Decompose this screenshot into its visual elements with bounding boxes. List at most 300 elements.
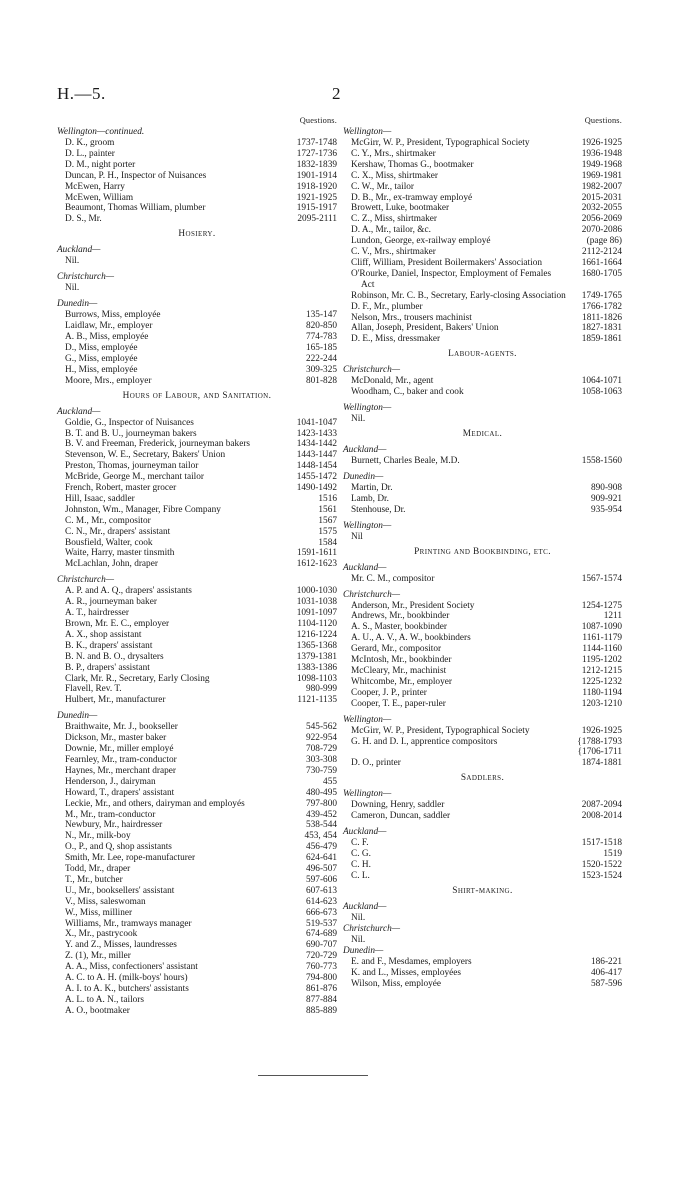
witness-name: N., Mr., milk-boy bbox=[65, 831, 131, 842]
witness-name: Fearnley, Mr., tram-conductor bbox=[65, 754, 177, 765]
question-range: 1523-1524 bbox=[581, 870, 622, 881]
witness-name: A. B., Miss, employée bbox=[65, 332, 149, 343]
witness-entry bbox=[57, 799, 337, 810]
witness-entry bbox=[343, 622, 622, 633]
witness-entry bbox=[343, 225, 622, 236]
witness-name: Hulbert, Mr., manufacturer bbox=[65, 695, 166, 706]
nil-entry: Nil. bbox=[65, 256, 80, 267]
question-range: 1591-1611 bbox=[297, 548, 337, 559]
witness-name: D. S., Mr. bbox=[65, 214, 102, 225]
witness-entry bbox=[343, 494, 622, 505]
question-range: 877-884 bbox=[306, 994, 337, 1005]
question-range: 1982-2007 bbox=[581, 181, 622, 192]
question-range: 774-783 bbox=[306, 332, 337, 343]
question-range: 1098-1103 bbox=[297, 673, 337, 684]
witness-entry bbox=[57, 494, 337, 505]
witness-name: C. F. bbox=[351, 838, 369, 849]
question-range: 801-828 bbox=[306, 375, 337, 386]
witness-entry bbox=[57, 483, 337, 494]
witness-entry bbox=[343, 193, 622, 204]
region-heading: Auckland— bbox=[343, 445, 387, 456]
question-range: 165-185 bbox=[306, 342, 337, 353]
witness-entry bbox=[343, 387, 622, 398]
witness-name: Andrews, Mr., bookbinder bbox=[351, 611, 450, 622]
witness-entry bbox=[57, 995, 337, 1006]
question-range: 1225-1232 bbox=[581, 676, 622, 687]
question-range: 1766-1782 bbox=[581, 301, 622, 312]
witness-name: A. C. to A. H. (milk-boys' hours) bbox=[65, 973, 188, 984]
question-range: 935-954 bbox=[591, 504, 622, 515]
witness-name: Waite, Harry, master tinsmith bbox=[65, 548, 175, 559]
witness-name: B. T. and B. U., journeyman bakers bbox=[65, 428, 197, 439]
nil-entry: Nil bbox=[351, 531, 363, 542]
witness-name: Preston, Thomas, journeyman tailor bbox=[65, 461, 199, 472]
witness-entry bbox=[343, 456, 622, 467]
witness-entry bbox=[57, 864, 337, 875]
region-heading: Auckland— bbox=[343, 901, 387, 912]
region-heading: Dunedin— bbox=[343, 945, 384, 956]
witness-name: Todd, Mr., draper bbox=[65, 864, 131, 875]
witness-name: French, Robert, master grocer bbox=[65, 483, 177, 494]
witness-entry bbox=[57, 559, 337, 570]
question-range: 909-921 bbox=[591, 493, 622, 504]
witness-name: C. M., Mr., compositor bbox=[65, 515, 151, 526]
witness-entry bbox=[343, 644, 622, 655]
question-range: 1058-1063 bbox=[581, 387, 622, 398]
question-range: 1448-1454 bbox=[296, 461, 337, 472]
witness-name: Anderson, Mr., President Society bbox=[351, 600, 475, 611]
witness-entry bbox=[57, 619, 337, 630]
left-column bbox=[57, 116, 337, 1017]
nil-entry: Nil. bbox=[351, 414, 366, 425]
question-range: 2008-2014 bbox=[581, 811, 622, 822]
question-range: 2070-2086 bbox=[581, 225, 622, 236]
witness-entry bbox=[343, 957, 622, 968]
witness-entry bbox=[343, 376, 622, 387]
question-range: 1584 bbox=[318, 537, 337, 548]
question-range: 2056-2069 bbox=[581, 214, 622, 225]
witness-entry bbox=[57, 608, 337, 619]
witness-entry bbox=[343, 688, 622, 699]
witness-entry bbox=[343, 138, 622, 149]
question-range: 587-596 bbox=[591, 978, 622, 989]
question-range: (page 86) bbox=[586, 236, 622, 247]
region-heading: Christchurch— bbox=[57, 575, 114, 586]
witness-entry bbox=[343, 247, 622, 258]
witness-entry bbox=[343, 860, 622, 871]
section-heading: Labour-agents. bbox=[448, 349, 517, 360]
question-range: 1901-1914 bbox=[296, 170, 337, 181]
witness-name: Allan, Joseph, President, Bakers' Union bbox=[351, 323, 499, 334]
witness-name: G., Miss, employée bbox=[65, 353, 138, 364]
question-range: 1567-1574 bbox=[581, 573, 622, 584]
question-range: 1921-1925 bbox=[296, 192, 337, 203]
region-heading: Dunedin— bbox=[343, 471, 384, 482]
region-heading: Christchurch— bbox=[343, 589, 400, 600]
question-range: 1859-1861 bbox=[581, 334, 622, 345]
witness-name: V., Miss, saleswoman bbox=[65, 896, 146, 907]
witness-name: W., Miss, milliner bbox=[65, 907, 133, 918]
witness-entry bbox=[343, 149, 622, 160]
witness-name: McEwen, William bbox=[65, 192, 134, 203]
section-heading: Hours of Labour, and Sanitation. bbox=[122, 390, 272, 401]
question-range: 720-729 bbox=[306, 951, 337, 962]
witness-name: Gerard, Mr., compositor bbox=[351, 644, 442, 655]
question-range: 2112-2124 bbox=[582, 247, 622, 258]
question-range: 1520-1522 bbox=[581, 859, 622, 870]
question-range: 760-773 bbox=[306, 962, 337, 973]
question-range: 1383-1386 bbox=[296, 662, 337, 673]
witness-name: Moore, Mrs., employer bbox=[65, 375, 152, 386]
witness-name: Haynes, Mr., merchant draper bbox=[65, 765, 177, 776]
witness-entry bbox=[57, 214, 337, 225]
witness-entry bbox=[343, 699, 622, 710]
witness-name: C. Y., Mrs., shirtmaker bbox=[351, 148, 436, 159]
question-range: 1680-1705 bbox=[581, 268, 622, 279]
region-heading: Wellington— bbox=[343, 127, 392, 137]
witness-name: Woodham, C., baker and cook bbox=[351, 387, 464, 398]
question-range: 1827-1831 bbox=[581, 323, 622, 334]
witness-name: Mr. C. M., compositor bbox=[351, 573, 435, 584]
witness-name: McGirr, W. P., President, Typographical Society bbox=[351, 138, 530, 148]
witness-name: Beaumont, Thomas William, plumber bbox=[65, 203, 206, 214]
witness-entry bbox=[343, 258, 622, 269]
witness-entry bbox=[57, 461, 337, 472]
witness-entry bbox=[57, 343, 337, 354]
witness-entry bbox=[57, 171, 337, 182]
witness-entry bbox=[57, 886, 337, 897]
witness-name: Leckie, Mr., and others, dairyman and employés bbox=[65, 798, 245, 809]
witness-entry bbox=[343, 849, 622, 860]
witness-name: C. L. bbox=[351, 870, 370, 881]
nil-entry: Nil. bbox=[351, 912, 366, 923]
witness-name: Browett, Luke, bootmaker bbox=[351, 203, 450, 214]
question-range: 1811-1826 bbox=[582, 312, 622, 323]
witness-entry bbox=[57, 193, 337, 204]
question-range: 1727-1736 bbox=[296, 148, 337, 159]
witness-entry bbox=[57, 1006, 337, 1017]
witness-name: A. A., Miss, confectioners' assistant bbox=[65, 962, 198, 973]
witness-name: Cooper, T. E., paper-ruler bbox=[351, 698, 446, 709]
witness-name: Stevenson, W. E., Secretary, Bakers' Union bbox=[65, 450, 226, 461]
question-range: 2032-2055 bbox=[581, 203, 622, 214]
questions-label: Questions. bbox=[584, 116, 622, 125]
question-range: 1517-1518 bbox=[581, 838, 622, 849]
question-range: 1434-1442 bbox=[296, 439, 337, 450]
witness-entry bbox=[57, 538, 337, 549]
question-range: 2015-2031 bbox=[581, 192, 622, 203]
witness-name: Howard, T., drapers' assistant bbox=[65, 787, 175, 798]
witness-name: O., P., and Q, shop assistants bbox=[65, 842, 172, 853]
witness-name: Newbury, Mr., hairdresser bbox=[65, 820, 163, 831]
witness-name: K. and L., Misses, employées bbox=[351, 967, 461, 978]
question-range: 980-999 bbox=[306, 684, 337, 695]
witness-name: Duncan, P. H., Inspector of Nuisances bbox=[65, 170, 207, 181]
question-range: 545-562 bbox=[306, 722, 337, 733]
question-range: 1211 bbox=[603, 611, 622, 622]
witness-name: A. R., journeyman baker bbox=[65, 597, 157, 608]
witness-name: C. X., Miss, shirtmaker bbox=[351, 170, 439, 181]
witness-name: Johnston, Wm., Manager, Fibre Company bbox=[65, 504, 221, 515]
region-heading: Christchurch— bbox=[343, 365, 400, 376]
witness-name: D. K., groom bbox=[65, 138, 115, 148]
witness-name: McCleary, Mr., machinist bbox=[351, 666, 447, 676]
question-range: 1091-1097 bbox=[296, 608, 337, 619]
witness-entry bbox=[343, 334, 622, 345]
witness-entry bbox=[57, 376, 337, 387]
witness-name: B. P., drapers' assistant bbox=[65, 662, 150, 673]
witness-entry bbox=[57, 138, 337, 149]
witness-entry bbox=[57, 755, 337, 766]
witness-entry bbox=[57, 182, 337, 193]
witness-name: A. O., bootmaker bbox=[65, 1005, 130, 1016]
witness-entry bbox=[57, 684, 337, 695]
question-range: 1064-1071 bbox=[581, 376, 622, 387]
witness-name: McBride, George M., merchant tailor bbox=[65, 472, 204, 483]
region-heading: Wellington— bbox=[343, 403, 392, 414]
witness-entry bbox=[57, 429, 337, 440]
question-range: 1365-1368 bbox=[296, 640, 337, 651]
witness-entry bbox=[343, 203, 622, 214]
witness-entry bbox=[57, 777, 337, 788]
question-range: 309-325 bbox=[306, 364, 337, 375]
question-range: 708-729 bbox=[306, 744, 337, 755]
witness-name: Nelson, Mrs., trousers machinist bbox=[351, 312, 472, 323]
witness-name: C. W., Mr., tailor bbox=[351, 181, 415, 192]
witness-name: Brown, Mr. E. C., employer bbox=[65, 619, 170, 629]
witness-name: C. V., Mrs., shirtmaker bbox=[351, 247, 436, 258]
question-range: 1180-1194 bbox=[582, 687, 622, 698]
witness-entry bbox=[57, 203, 337, 214]
question-range: 1216-1224 bbox=[296, 629, 337, 640]
witness-entry bbox=[343, 838, 622, 849]
witness-name: A. X., shop assistant bbox=[65, 629, 142, 640]
region-heading: Wellington— bbox=[343, 714, 392, 725]
question-range: 614-623 bbox=[306, 896, 337, 907]
witness-name: Henderson, J., dairyman bbox=[65, 776, 156, 787]
region-heading: Wellington— bbox=[343, 789, 392, 800]
question-range: 922-954 bbox=[306, 733, 337, 744]
region-heading: Auckland— bbox=[343, 562, 387, 573]
witness-name: Flavell, Rev. T. bbox=[65, 684, 122, 695]
witness-name: Wilson, Miss, employée bbox=[351, 978, 442, 989]
witness-name: Kershaw, Thomas G., bootmaker bbox=[351, 159, 474, 170]
witness-entry bbox=[57, 853, 337, 864]
witness-name: McDonald, Mr., agent bbox=[351, 376, 434, 387]
question-range: 135-147 bbox=[306, 310, 337, 321]
question-range: 439-452 bbox=[306, 809, 337, 820]
witness-entry bbox=[57, 418, 337, 429]
witness-name: Williams, Mr., tramways manager bbox=[65, 918, 192, 929]
section-heading: Hosiery. bbox=[178, 229, 216, 240]
witness-name: U., Mr., booksellers' assistant bbox=[65, 885, 175, 896]
witness-entry bbox=[57, 472, 337, 483]
witness-name: C. N., Mr., drapers' assistant bbox=[65, 526, 171, 537]
question-range: 453, 454 bbox=[304, 831, 337, 842]
question-range: 1926-1925 bbox=[581, 725, 622, 736]
witness-entry bbox=[343, 726, 622, 737]
column-header bbox=[343, 116, 622, 127]
witness-entry bbox=[57, 897, 337, 908]
witness-name: Downie, Mr., miller employé bbox=[65, 744, 174, 755]
left-entry-list bbox=[57, 127, 337, 1017]
document-code: H.—5. bbox=[57, 84, 106, 103]
witness-name: Cameron, Duncan, saddler bbox=[351, 811, 451, 822]
question-range: 1832-1839 bbox=[296, 159, 337, 170]
question-range: 1749-1765 bbox=[581, 290, 622, 301]
witness-name: B. K., drapers' assistant bbox=[65, 640, 153, 651]
witness-name: McLachlan, John, draper bbox=[65, 559, 158, 570]
question-range: 480-495 bbox=[306, 787, 337, 798]
question-range: 455 bbox=[323, 776, 337, 787]
witness-name: A. U., A. V., A. W., bookbinders bbox=[351, 633, 471, 644]
question-range: 1041-1047 bbox=[296, 417, 337, 428]
column-header bbox=[57, 116, 337, 127]
witness-name: Burrows, Miss, employée bbox=[65, 310, 161, 321]
question-range: 1558-1560 bbox=[581, 456, 622, 467]
witness-entry bbox=[57, 597, 337, 608]
witness-entry bbox=[343, 236, 622, 247]
witness-entry bbox=[57, 450, 337, 461]
witness-entry bbox=[343, 269, 622, 291]
question-range: 1121-1135 bbox=[297, 695, 337, 706]
witness-entry bbox=[343, 302, 622, 313]
witness-entry bbox=[343, 968, 622, 979]
witness-entry bbox=[343, 323, 622, 334]
question-range: 1926-1925 bbox=[581, 138, 622, 148]
question-range: 890-908 bbox=[591, 482, 622, 493]
question-range: 794-800 bbox=[306, 973, 337, 984]
witness-entry bbox=[343, 313, 622, 324]
witness-entry bbox=[57, 663, 337, 674]
questions-label: Questions. bbox=[299, 116, 337, 125]
question-range: 820-850 bbox=[306, 321, 337, 332]
witness-entry bbox=[343, 505, 622, 516]
witness-name: O'Rourke, Daniel, Inspector, Employment of Females Act bbox=[351, 268, 552, 290]
witness-name: Whitcombe, Mr., employer bbox=[351, 676, 452, 687]
witness-entry bbox=[57, 310, 337, 321]
question-range: 1195-1202 bbox=[582, 655, 622, 666]
witness-entry bbox=[343, 611, 622, 622]
nil-entry: Nil. bbox=[351, 934, 366, 945]
witness-name: Bousfield, Walter, cook bbox=[65, 537, 153, 548]
witness-name: D. B., Mr., ex-tramway employé bbox=[351, 192, 473, 203]
witness-name: D. E., Miss, dressmaker bbox=[351, 334, 441, 345]
question-range: 674-689 bbox=[306, 929, 337, 940]
witness-entry bbox=[57, 586, 337, 597]
witness-name: Robinson, Mr. C. B., Secretary, Early-closing Association bbox=[351, 290, 566, 301]
question-range: 456-479 bbox=[306, 842, 337, 853]
witness-name: H., Miss, employée bbox=[65, 364, 138, 375]
witness-entry bbox=[57, 332, 337, 343]
region-heading: Wellington— bbox=[343, 520, 392, 531]
witness-name: D., Miss, employée bbox=[65, 342, 138, 353]
witness-entry bbox=[57, 842, 337, 853]
witness-name: Hill, Isaac, saddler bbox=[65, 493, 135, 504]
witness-entry bbox=[343, 291, 622, 302]
witness-name: Smith, Mr. Lee, rope-manufacturer bbox=[65, 853, 196, 864]
witness-name: Dickson, Mr., master baker bbox=[65, 733, 167, 744]
question-range: 1949-1968 bbox=[581, 159, 622, 170]
witness-name: E. and F., Mesdames, employers bbox=[351, 956, 472, 967]
question-range: 1918-1920 bbox=[296, 181, 337, 192]
witness-entry bbox=[57, 929, 337, 940]
question-range: 1490-1492 bbox=[296, 483, 337, 494]
witness-entry bbox=[57, 160, 337, 171]
witness-entry bbox=[343, 633, 622, 644]
witness-name: Burnett, Charles Beale, M.D. bbox=[351, 456, 460, 467]
witness-entry bbox=[343, 979, 622, 990]
region-heading: Auckland— bbox=[57, 245, 101, 256]
question-range: 730-759 bbox=[306, 765, 337, 776]
question-range: 1087-1090 bbox=[581, 622, 622, 633]
witness-entry bbox=[57, 831, 337, 842]
witness-name: C. H. bbox=[351, 859, 371, 870]
witness-name: A. I. to A. K., butchers' assistants bbox=[65, 984, 189, 994]
closing-rule bbox=[258, 1075, 368, 1076]
witness-name: A. S., Master, bookbinder bbox=[351, 622, 447, 633]
nil-entry: Nil. bbox=[65, 283, 80, 294]
witness-name: A. T., hairdresser bbox=[65, 608, 129, 619]
question-range: 1915-1917 bbox=[296, 203, 337, 214]
witness-name: B. V. and Freeman, Frederick, journeyman bakers bbox=[65, 439, 251, 450]
witness-entry bbox=[57, 919, 337, 930]
witness-name: Braithwaite, Mr. J., bookseller bbox=[65, 722, 178, 733]
witness-entry bbox=[57, 820, 337, 831]
question-range: 1254-1275 bbox=[581, 600, 622, 611]
witness-name: Lundon, George, ex-railway employé bbox=[351, 236, 491, 247]
witness-entry bbox=[343, 655, 622, 666]
question-range: 1161-1179 bbox=[582, 633, 622, 644]
witness-name: Downing, Henry, saddler bbox=[351, 800, 445, 811]
witness-name: Y. and Z., Misses, laundresses bbox=[65, 940, 177, 951]
witness-name: A. P. and A. Q., drapers' assistants bbox=[65, 586, 192, 597]
witness-entry bbox=[57, 951, 337, 962]
witness-name: Laidlaw, Mr., employer bbox=[65, 321, 153, 332]
witness-entry bbox=[343, 800, 622, 811]
witness-name: Goldie, G., Inspector of Nuisances bbox=[65, 417, 194, 428]
witness-entry bbox=[57, 439, 337, 450]
witness-name: D. L., painter bbox=[65, 148, 115, 159]
question-range: 406-417 bbox=[591, 967, 622, 978]
witness-entry bbox=[343, 601, 622, 612]
witness-entry bbox=[57, 875, 337, 886]
witness-entry bbox=[57, 744, 337, 755]
section-heading: Saddlers. bbox=[460, 773, 505, 784]
right-column bbox=[343, 116, 622, 989]
witness-entry bbox=[343, 666, 622, 677]
witness-name: C. G. bbox=[351, 848, 371, 859]
question-range: 303-308 bbox=[306, 754, 337, 765]
witness-entry bbox=[57, 527, 337, 538]
question-range: 538-544 bbox=[306, 820, 337, 831]
witness-entry bbox=[57, 354, 337, 365]
witness-entry bbox=[57, 516, 337, 527]
witness-name: C. Z., Miss, shirtmaker bbox=[351, 214, 437, 225]
question-range: 519-537 bbox=[306, 918, 337, 929]
question-range: 1203-1210 bbox=[581, 698, 622, 709]
region-heading: Auckland— bbox=[343, 827, 387, 838]
question-range: 597-606 bbox=[306, 874, 337, 885]
witness-name: D. O., printer bbox=[351, 758, 401, 769]
witness-entry bbox=[57, 505, 337, 516]
question-range: 1561 bbox=[318, 504, 337, 515]
witness-entry bbox=[57, 940, 337, 951]
question-range: 1969-1981 bbox=[581, 170, 622, 181]
question-range: 186-221 bbox=[591, 956, 622, 967]
region-heading: Christchurch— bbox=[343, 923, 400, 934]
section-heading: Shirt-making. bbox=[452, 885, 513, 896]
